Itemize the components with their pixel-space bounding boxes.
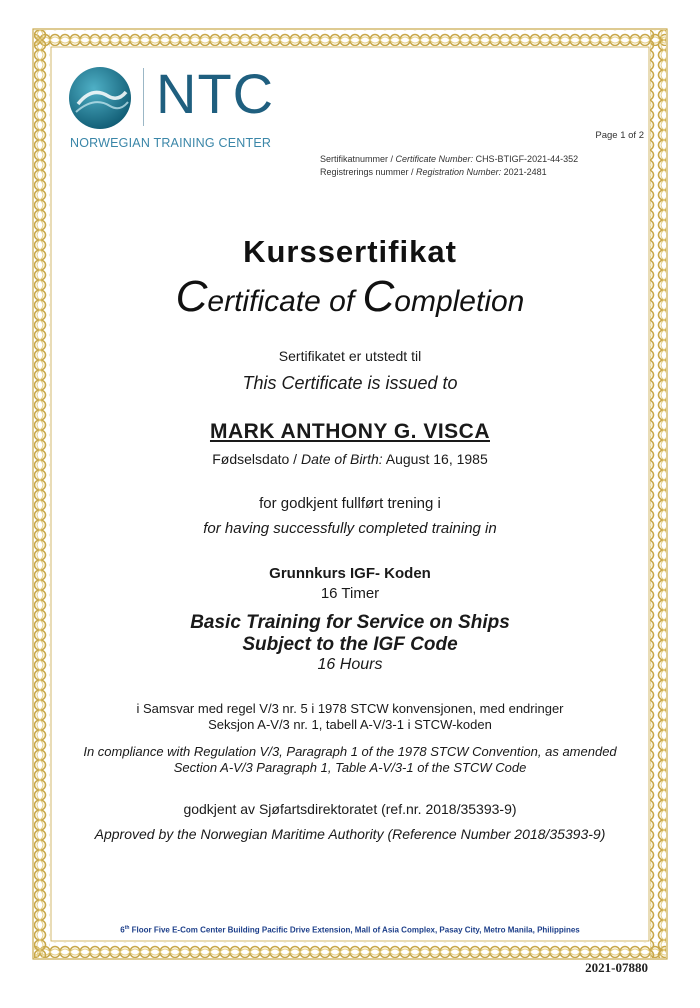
hours-norwegian: 16 Timer [320,585,380,602]
course-norwegian: Grunnkurs IGF- Koden [269,565,431,582]
training-norwegian: for godkjent fullført trening i [259,495,441,512]
course-english-line-1: Basic Training for Service on Ships [190,612,510,633]
footer-address: 6th Floor Five E-Com Center Building Pacific Drive Extension, Mall of Asia Complex, Pasay City, Metro Manila, Philippines [120,925,580,935]
certificate-number: Sertifikatnummer / Certificate Number: CHS-BTIGF-2021-44-352 [320,154,579,164]
issued-to-norwegian: Sertifikatet er utstedt til [278,348,422,364]
logo-subtitle: NORWEGIAN TRAINING CENTER [70,136,272,150]
ntc-logo-icon [68,66,132,130]
compliance-norwegian-1: i Samsvar med regel V/3 nr. 5 i 1978 STCW konvensjonen, med endringer [136,701,564,716]
training-english: for having successfully completed training in [203,520,497,537]
title-norwegian: Kurssertifikat [243,234,457,269]
logo-brand: NTC [156,62,275,125]
title-english: Certificate of Completion [175,272,525,321]
course-english-line-2: Subject to the IGF Code [242,634,458,655]
page-number: Page 1 of 2 [595,130,644,141]
approved-english: Approved by the Norwegian Maritime Authority (Reference Number 2018/35393-9) [94,826,606,842]
issued-to-english: This Certificate is issued to [242,373,458,393]
logo-divider [143,68,144,126]
date-of-birth: Fødselsdato / Date of Birth: August 16, 1985 [212,451,488,467]
registration-number: Registrerings nummer / Registration Number: 2021-2481 [320,167,547,177]
hours-english: 16 Hours [317,656,383,673]
compliance-english-2: Section A-V/3 Paragraph 1, Table A-V/3-1 of the STCW Code [173,760,527,775]
holder-name: MARK ANTHONY G. VISCA [209,420,490,443]
document-reference-number: 2021-07880 [585,960,648,975]
compliance-norwegian-2: Seksjon A-V/3 nr. 1, tabell A-V/3-1 i STCW-koden [208,717,492,732]
approved-norwegian: godkjent av Sjøfartsdirektoratet (ref.nr. 2018/35393-9) [183,801,517,817]
compliance-english-1: In compliance with Regulation V/3, Paragraph 1 of the 1978 STCW Convention, as amended [83,744,617,759]
